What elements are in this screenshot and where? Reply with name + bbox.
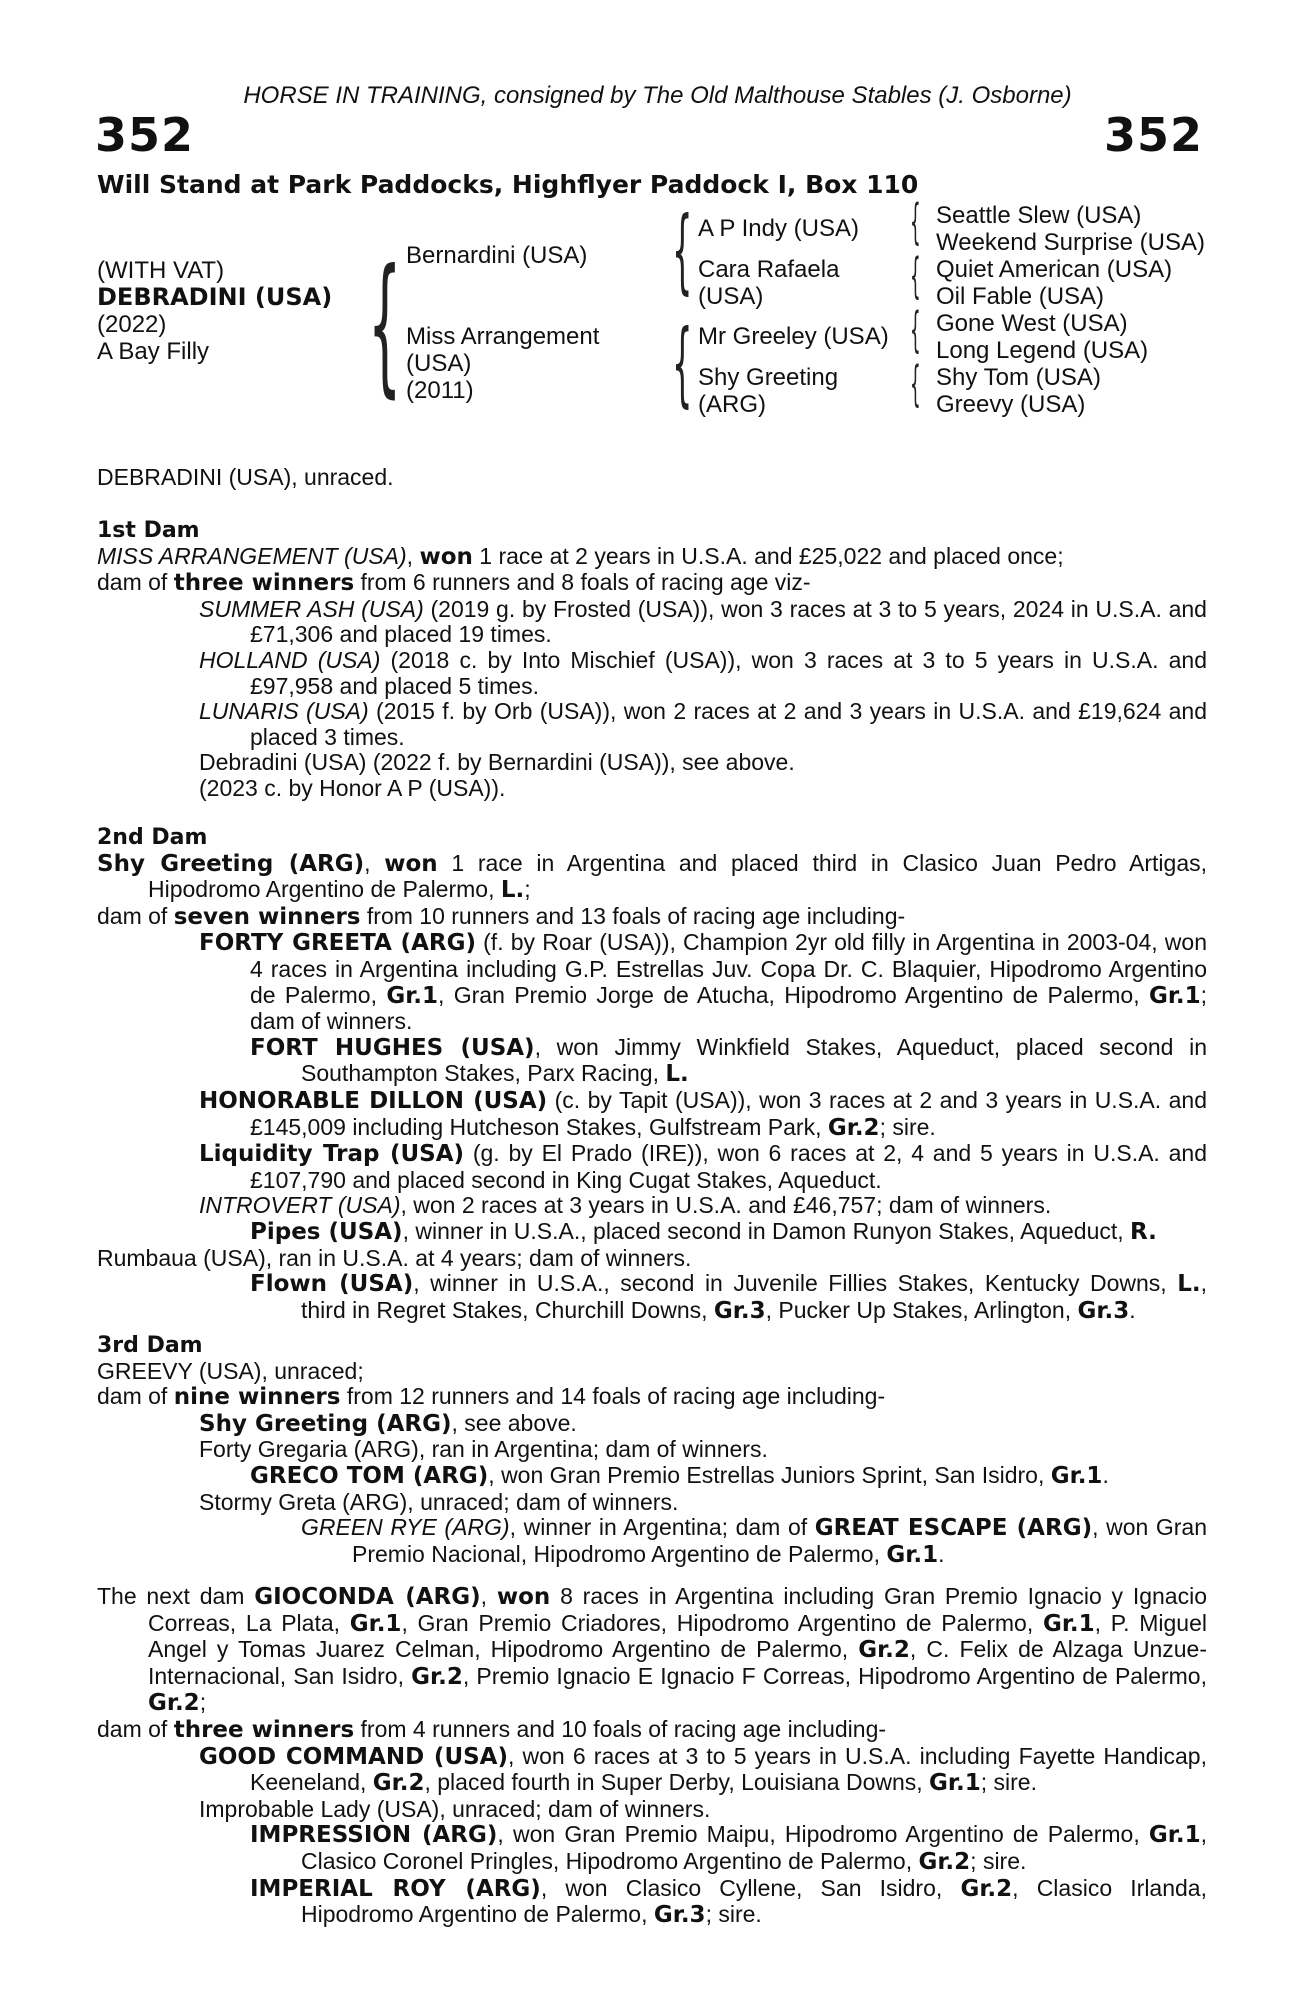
- won-label: won: [419, 543, 473, 570]
- produce-name: Flown (USA): [250, 1271, 414, 1298]
- produce-name: Liquidity Trap (USA): [199, 1141, 465, 1168]
- pedigree-brace-sire: {: [672, 197, 693, 304]
- grade-label: Gr.3: [653, 1902, 706, 1929]
- sire-dam-line2: (USA): [698, 283, 764, 310]
- gen3-2: Weekend Surprise (USA): [936, 229, 1205, 256]
- produce-item: [97, 699, 1207, 750]
- dam-name-line2: (USA): [406, 350, 472, 377]
- produce-text: , placed fourth in Super Derby, Louisiana Downs,: [424, 1769, 930, 1796]
- brace-sd: {: [910, 248, 921, 304]
- first-dam-heading: 1st Dam: [97, 518, 200, 543]
- restricted-label: R.: [1130, 1218, 1157, 1245]
- gen3-6: Long Legend (USA): [936, 337, 1149, 364]
- dam-name-line3: (2011): [406, 377, 474, 404]
- produce-name: INTROVERT (USA): [199, 1192, 401, 1219]
- produce-name: IMPRESSION (ARG): [250, 1822, 498, 1849]
- lot-number-right: 352: [1103, 108, 1203, 162]
- produce-text: (c. by Tapit (USA)), won 3 races at 2 and 3 years in U.S.A. and £145,009 including Hutcheson Stakes, Gulfstream Park,: [250, 1086, 1207, 1140]
- produce-item: [97, 1219, 1207, 1246]
- produce-text: , Pucker Up Stakes, Arlington,: [765, 1296, 1078, 1323]
- produce-item: [97, 1515, 1207, 1568]
- punct: .: [938, 1540, 945, 1567]
- gen3-8: Greevy (USA): [936, 391, 1086, 418]
- horse-year: (2022): [97, 311, 167, 338]
- produce-name: HONORABLE DILLON (USA): [199, 1087, 548, 1114]
- produce-text: from 6 runners and 8 foals of racing age viz-: [354, 569, 811, 596]
- punct: .: [1129, 1296, 1136, 1323]
- gen3-5: Gone West (USA): [936, 310, 1128, 337]
- second-dam-name: Shy Greeting (ARG): [97, 850, 365, 877]
- record-text: , P. Miguel Angel y Tomas Juarez Celman, Hipodromo Argentino de Palermo,: [148, 1609, 1207, 1663]
- produce-text: from 4 runners and 10 foals of racing age including-: [354, 1715, 887, 1742]
- grade-label: Gr.1: [1050, 1462, 1103, 1489]
- gen3-4: Oil Fable (USA): [936, 283, 1105, 310]
- won-label: won: [496, 1584, 551, 1610]
- produce-text: , winner in Argentina; dam of: [509, 1514, 815, 1541]
- listed-label: L.: [500, 877, 525, 904]
- first-dam-produce: [97, 570, 1207, 597]
- grade-label: Gr.1: [1148, 982, 1201, 1009]
- gen3-3: Quiet American (USA): [936, 256, 1173, 283]
- winners-count: nine winners: [173, 1384, 341, 1411]
- produce-item: (2023 c. by Honor A P (USA)).: [199, 774, 506, 801]
- record-text: 8 races in Argentina including Gran Premio Ignacio y Ignacio Correas, La Plata,: [148, 1583, 1207, 1636]
- produce-item: [97, 1141, 1207, 1193]
- pedigree-brace-dam: {: [672, 310, 693, 417]
- grade-label: Gr.1: [929, 1770, 981, 1797]
- produce-text: , won Gran Premio Nacional, Hipodromo Argentino de Palermo,: [352, 1514, 1208, 1567]
- produce-item: [97, 1876, 1207, 1929]
- produce-item: [97, 1411, 1207, 1438]
- produce-name: GRECO TOM (ARG): [250, 1462, 489, 1489]
- dam-dam-line1: Shy Greeting: [698, 364, 839, 391]
- produce-text: (g. by El Prado (IRE)), won 6 races at 2, 4 and 5 years in U.S.A. and £107,790 and placed second in King Cugat Stakes, Aqueduct.: [250, 1140, 1207, 1193]
- grade-label: Gr.2: [918, 1848, 971, 1875]
- produce-text: ; sire.: [970, 1847, 1027, 1874]
- next-dam-produce: [97, 1717, 1207, 1744]
- first-dam-record: MISS ARRANGEMENT (USA), won 1 race at 2 years in U.S.A. and £25,022 and placed once;: [97, 542, 1064, 570]
- record-text: 1 race in Argentina and placed third in Clasico Juan Pedro Artigas, Hipodromo Argentino de Palermo,: [148, 849, 1208, 903]
- produce-name: IMPERIAL ROY (ARG): [250, 1875, 541, 1902]
- produce-item: [97, 1271, 1207, 1324]
- punct: .: [1102, 1461, 1109, 1488]
- next-dam-name: GIOCONDA (ARG): [254, 1584, 481, 1610]
- third-dam-section: [97, 1333, 1207, 1568]
- grade-label: Gr.1: [886, 1541, 939, 1568]
- second-dam-section: [97, 825, 1207, 1324]
- dam-dam: [698, 364, 838, 418]
- listed-label: L.: [665, 1061, 689, 1088]
- third-dam-heading: 3rd Dam: [97, 1333, 203, 1358]
- produce-name: Pipes (USA): [250, 1218, 403, 1245]
- first-dam-name: MISS ARRANGEMENT (USA): [97, 542, 407, 569]
- grade-label: Gr.2: [858, 1637, 910, 1664]
- grade-label: Gr.1: [1042, 1610, 1095, 1637]
- listed-label: L.: [1177, 1271, 1201, 1298]
- produce-text: (2018 c. by Into Mischief (USA)), won 3 races at 3 to 5 years in U.S.A. and £97,958 and placed 5 times.: [250, 646, 1207, 699]
- sire-dam-line1: Cara Rafaela: [698, 256, 840, 283]
- produce-text: , Gran Premio Jorge de Atucha, Hipodromo Argentino de Palermo,: [438, 981, 1149, 1008]
- produce-item: Debradini (USA) (2022 f. by Bernardini (USA)), see above.: [199, 749, 795, 776]
- produce-text: , Clasico Irlanda, Hipodromo Argentino de Palermo,: [301, 1874, 1207, 1928]
- second-dam-record: Shy Greeting (ARG), won 1 race in Argentina and placed third in Clasico Juan Pedro Artigas, Hipodromo Argentino de Palermo, L.;: [97, 849, 1208, 904]
- produce-name: FORT HUGHES (USA): [250, 1034, 535, 1061]
- produce-item: [97, 1193, 1207, 1219]
- grade-label: Gr.3: [1077, 1297, 1130, 1324]
- dam-of: dam of: [97, 902, 174, 929]
- produce-text: (2019 g. by Frosted (USA)), won 3 races at 3 to 5 years, 2024 in U.S.A. and £71,306 and placed 19 times.: [250, 595, 1207, 648]
- produce-name: Shy Greeting (ARG): [199, 1410, 452, 1437]
- produce-text: ; sire.: [705, 1901, 762, 1928]
- third-dam-name: GREEVY (USA), unraced;: [97, 1357, 364, 1384]
- grade-label: Gr.2: [148, 1690, 200, 1717]
- vat-note: (WITH VAT): [97, 257, 225, 284]
- produce-text: , won Jimmy Winkfield Stakes, Aqueduct, placed second in Southampton Stakes, Parx Racing,: [301, 1033, 1207, 1087]
- dam-sire: Mr Greeley (USA): [698, 323, 889, 350]
- produce-item: [97, 1035, 1207, 1088]
- produce-item: Improbable Lady (USA), unraced; dam of winners.: [199, 1795, 711, 1822]
- produce-name: SUMMER ASH (USA): [199, 595, 424, 622]
- punct: ;: [199, 1689, 207, 1716]
- second-dam-heading: 2nd Dam: [97, 825, 208, 850]
- record-text: , Premio Ignacio E Ignacio F Correas, Hipodromo Argentino de Palermo,: [462, 1662, 1207, 1689]
- produce-text: , won 6 races at 3 to 5 years in U.S.A. including Fayette Handicap, Keeneland,: [250, 1742, 1207, 1796]
- next-dam-section: [97, 1584, 1207, 1929]
- dam-of: dam of: [97, 1383, 174, 1410]
- dam-name-line1: Miss Arrangement: [406, 323, 600, 350]
- first-dam-section: [97, 518, 1207, 802]
- dam-of: dam of: [97, 1715, 174, 1742]
- record-text: , C. Felix de Alzaga Unzue-Internacional, San Isidro,: [148, 1636, 1207, 1689]
- produce-text: from 12 runners and 14 foals of racing age including-: [340, 1383, 886, 1410]
- produce-text: (2015 f. by Orb (USA)), won 2 races at 2 and 3 years in U.S.A. and £19,624 and placed 3 times.: [250, 698, 1207, 750]
- winners-count: three winners: [173, 1716, 355, 1743]
- produce-text: , third in Regret Stakes, Churchill Downs,: [301, 1270, 1207, 1323]
- produce-text: (f. by Roar (USA)), Champion 2yr old filly in Argentina in 2003-04, won 4 races in Argentina including G.P. Estrellas Juv. Copa Dr. C. Blaquier, Hipodromo Argentino de Palermo,: [250, 929, 1208, 1008]
- produce-text: , won Gran Premio Maipu, Hipodromo Argentino de Palermo,: [497, 1821, 1149, 1848]
- sire-name: Bernardini (USA): [406, 242, 588, 269]
- second-dam-produce: [97, 904, 1207, 931]
- record-text: , Gran Premio Criadores, Hipodromo Argentino de Palermo,: [401, 1609, 1043, 1636]
- brace-ds: {: [910, 302, 921, 358]
- lot-number-left: 352: [95, 108, 195, 162]
- produce-item: [97, 597, 1207, 648]
- produce-item: [97, 1088, 1207, 1141]
- produce-item: [97, 1744, 1207, 1797]
- produce-item: [97, 930, 1207, 1034]
- produce-text: , Clasico Coronel Pringles, Hipodromo Argentino de Palermo,: [301, 1821, 1207, 1874]
- sire-sire: A P Indy (USA): [698, 215, 859, 242]
- produce-name: FORTY GREETA (ARG): [199, 930, 476, 957]
- produce-item: [97, 648, 1207, 699]
- brace-ss: {: [910, 194, 921, 250]
- produce-item: Forty Gregaria (ARG), ran in Argentina; dam of winners.: [199, 1436, 768, 1463]
- next-dam-record: [97, 1584, 1207, 1717]
- brace-dd: {: [910, 356, 921, 412]
- horse-name: DEBRADINI (USA): [97, 283, 333, 311]
- sire-dam: [698, 256, 839, 310]
- produce-text: , won Gran Premio Estrellas Juniors Sprint, San Isidro,: [488, 1461, 1051, 1488]
- horse-info: [97, 257, 332, 365]
- first-dam-text: 1 race at 2 years in U.S.A. and £25,022 and placed once;: [472, 542, 1064, 569]
- gen3-1: Seattle Slew (USA): [936, 202, 1142, 229]
- produce-text: , won 2 races at 3 years in U.S.A. and £46,757; dam of winners.: [400, 1192, 1052, 1219]
- dam-of: dam of: [97, 569, 174, 596]
- consignment-line: HORSE IN TRAINING, consigned by The Old Malthouse Stables (J. Osborne): [243, 82, 1072, 109]
- produce-name: GREEN RYE (ARG): [301, 1514, 510, 1541]
- produce-text: , winner in U.S.A., second in Juvenile Fillies Stakes, Kentucky Downs,: [413, 1270, 1178, 1297]
- grade-label: Gr.2: [827, 1114, 880, 1141]
- summary-line: DEBRADINI (USA), unraced.: [97, 464, 394, 490]
- produce-name: HOLLAND (USA): [199, 646, 381, 673]
- grade-label: Gr.1: [1148, 1822, 1201, 1849]
- produce-name: GOOD COMMAND (USA): [199, 1743, 508, 1770]
- produce-text: ; dam of winners.: [250, 981, 1208, 1035]
- grade-label: Gr.1: [349, 1610, 402, 1637]
- gen3-7: Shy Tom (USA): [936, 364, 1101, 391]
- produce-text: from 10 runners and 13 foals of racing age including-: [360, 902, 906, 929]
- grade-label: Gr.2: [960, 1875, 1013, 1902]
- produce-text: , won Clasico Cyllene, San Isidro,: [540, 1874, 961, 1901]
- grade-label: Gr.3: [713, 1297, 766, 1324]
- grade-label: Gr.2: [411, 1663, 463, 1690]
- produce-item: [97, 1463, 1207, 1490]
- produce-text: , see above.: [451, 1409, 577, 1436]
- produce-name: LUNARIS (USA): [199, 698, 369, 725]
- produce-item: [97, 1822, 1207, 1875]
- horse-description: A Bay Filly: [97, 338, 210, 365]
- dam-name: [406, 323, 599, 404]
- produce-item: Rumbaua (USA), ran in U.S.A. at 4 years; dam of winners.: [97, 1244, 692, 1271]
- produce-item: Stormy Greta (ARG), unraced; dam of winners.: [199, 1488, 679, 1515]
- produce-text: , winner in U.S.A., placed second in Damon Runyon Stakes, Aqueduct,: [402, 1217, 1131, 1244]
- punct: ;: [524, 876, 531, 903]
- pedigree-brace-main: {: [368, 238, 402, 412]
- third-dam-produce: [97, 1384, 1207, 1411]
- produce-text: ; sire.: [980, 1769, 1037, 1796]
- winners-count: three winners: [173, 570, 355, 597]
- winners-count: seven winners: [173, 903, 361, 930]
- dam-dam-line2: (ARG): [698, 391, 766, 418]
- grade-label: Gr.2: [372, 1770, 425, 1797]
- produce-name: GREAT ESCAPE (ARG): [814, 1515, 1093, 1542]
- grade-label: Gr.1: [386, 982, 438, 1009]
- produce-text: ; sire.: [879, 1113, 936, 1140]
- punct: ,: [480, 1583, 497, 1609]
- prefix: The next dam: [97, 1583, 255, 1609]
- stand-location: Will Stand at Park Paddocks, Highflyer Paddock I, Box 110: [97, 170, 919, 199]
- won-label: won: [384, 850, 438, 877]
